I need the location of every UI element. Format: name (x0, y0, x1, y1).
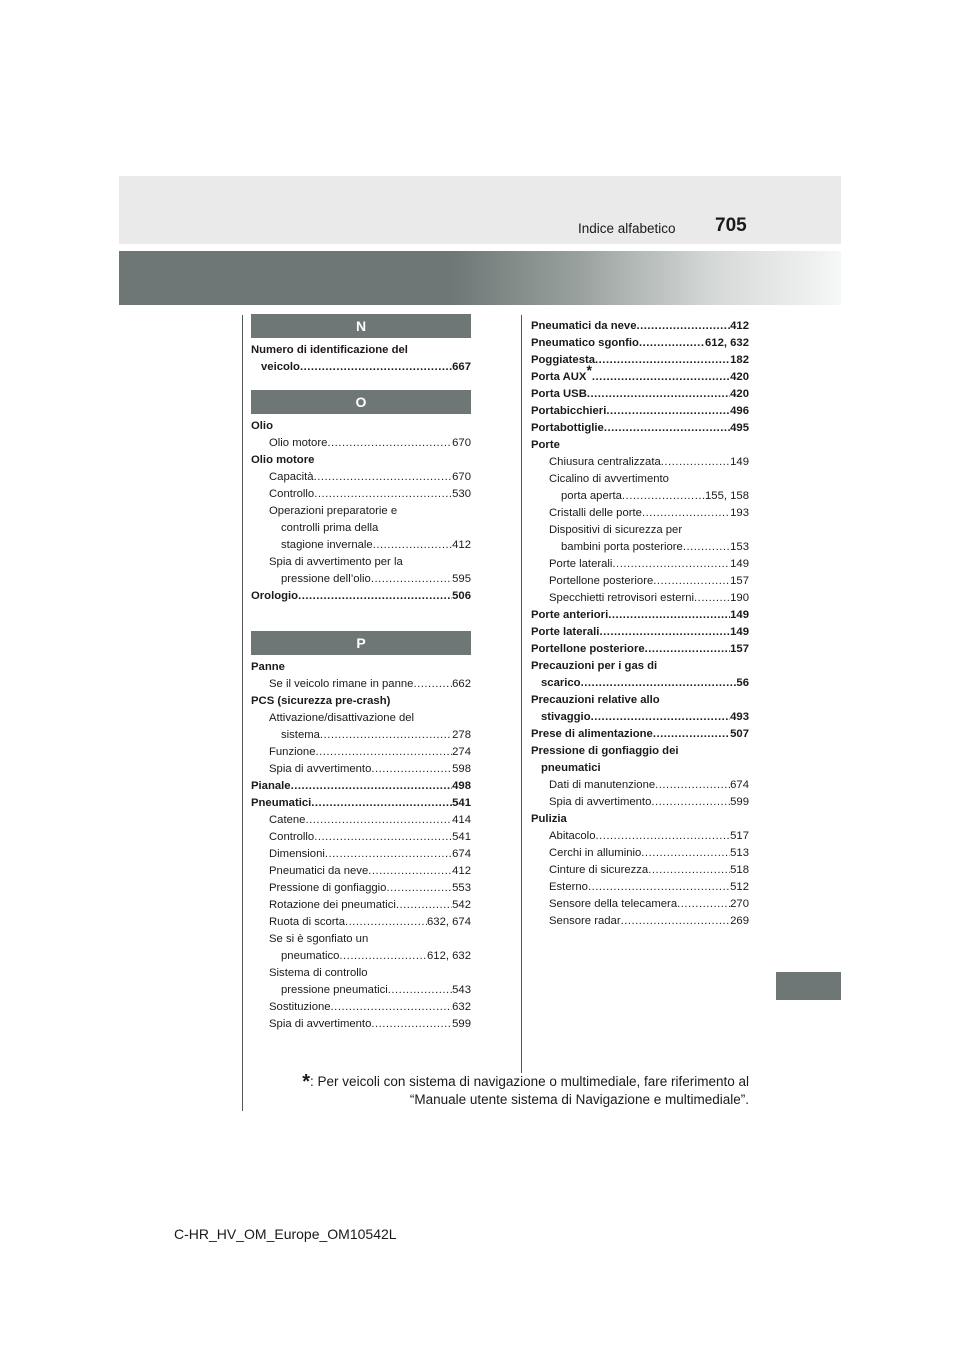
section-header-p: P (251, 631, 471, 655)
footnote (296, 1073, 749, 1109)
index-entry: Olio motore ..... 670 (251, 435, 471, 452)
index-entry: Catene ..... 414 (251, 812, 471, 829)
index-entry: Pneumatici da neve ..... 412 (251, 863, 471, 880)
footnote-line-1: : Per veicoli con sistema di navigazione o multimediale, fare riferimento al (310, 1074, 749, 1089)
section-title: Indice alfabetico (578, 221, 676, 236)
index-entry: Spia di avvertimento per la (269, 556, 403, 568)
index-entry: Poggiatesta ..... 182 (531, 352, 749, 369)
index-entry: pneumatici (541, 762, 601, 774)
index-entry: Cristalli delle porte ..... 193 (531, 505, 749, 522)
footnote-marker: * (586, 362, 592, 379)
index-entry: Controllo ..... 541 (251, 829, 471, 846)
index-entry: Specchietti retrovisori esterni ..... 190 (531, 590, 749, 607)
section-header-o: O (251, 390, 471, 414)
index-entry: pneumatico ..... 612, 632 (251, 948, 471, 965)
index-entry: Numero di identificazione del (251, 344, 408, 356)
index-entry: Capacità ..... 670 (251, 469, 471, 486)
index-entry: Chiusura centralizzata ..... 149 (531, 454, 749, 471)
section-header-n: N (251, 314, 471, 338)
index-entry: stagione invernale ..... 412 (251, 537, 471, 554)
index-entry: Olio (251, 420, 273, 432)
index-entry: Spia di avvertimento ..... 599 (531, 794, 749, 811)
index-column-right (531, 318, 749, 930)
section-side-tab (776, 972, 841, 1000)
index-column-left (251, 314, 471, 1033)
index-entry: Pneumatici ..... 541 (251, 795, 471, 812)
index-entry: Dimensioni ..... 674 (251, 846, 471, 863)
index-entry: Porte (531, 439, 560, 451)
index-entry: Olio motore (251, 454, 315, 466)
index-entry: Controllo ..... 530 (251, 486, 471, 503)
index-entry: Porte anteriori ..... 149 (531, 607, 749, 624)
index-entry: Dati di manutenzione ..... 674 (531, 777, 749, 794)
index-entry: Spia di avvertimento ..... 599 (251, 1016, 471, 1033)
index-entry: Pressione di gonfiaggio dei (531, 745, 679, 757)
index-entry: Porta USB ..... 420 (531, 386, 749, 403)
index-entry: Esterno ..... 512 (531, 879, 749, 896)
index-entry: Portabottiglie ..... 495 (531, 420, 749, 437)
index-entry: controlli prima della (281, 522, 379, 534)
left-divider (242, 315, 243, 1111)
index-entry: Panne (251, 661, 285, 673)
index-entry: Rotazione dei pneumatici ..... 542 (251, 897, 471, 914)
index-entry: Dispositivi di sicurezza per (549, 524, 683, 536)
index-entry: stivaggio ..... 493 (531, 709, 749, 726)
index-entry: PCS (sicurezza pre-crash) (251, 695, 391, 707)
index-entry: Sostituzione ..... 632 (251, 999, 471, 1016)
index-entry: Precauzioni relative allo (531, 694, 660, 706)
index-entry: Attivazione/disattivazione del (269, 712, 415, 724)
index-entry: Sensore della telecamera ..... 270 (531, 896, 749, 913)
index-entry: Cerchi in alluminio ..... 513 (531, 845, 749, 862)
header-band (119, 251, 841, 305)
index-entry: Pulizia (531, 813, 567, 825)
index-entry: Cinture di sicurezza ..... 518 (531, 862, 749, 879)
index-entry: porta aperta ..... 155, 158 (531, 488, 749, 505)
index-entry: Abitacolo ..... 517 (531, 828, 749, 845)
index-entry: Funzione ..... 274 (251, 744, 471, 761)
index-entry: Orologio ..... 506 (251, 588, 471, 605)
index-entry: Pneumatico sgonfio ..... 612, 632 (531, 335, 749, 352)
index-entry: sistema ..... 278 (251, 727, 471, 744)
index-entry: Se il veicolo rimane in panne ..... 662 (251, 676, 471, 693)
footnote-star: * (302, 1071, 311, 1093)
index-entry: Precauzioni per i gas di (531, 660, 658, 672)
index-entry: pressione pneumatici ..... 543 (251, 982, 471, 999)
index-entry: Portellone posteriore ..... 157 (531, 573, 749, 590)
index-entry: Se si è sgonfiato un (269, 933, 369, 945)
index-entry: Pianale ..... 498 (251, 778, 471, 795)
index-entry: Sensore radar ..... 269 (531, 913, 749, 930)
document-code: C-HR_HV_OM_Europe_OM10542L (174, 1226, 397, 1242)
index-entry: pressione dell’olio ..... 595 (251, 571, 471, 588)
index-entry: Prese di alimentazione ..... 507 (531, 726, 749, 743)
footnote-line-2: “Manuale utente sistema di Navigazione e multimediale”. (409, 1092, 749, 1107)
index-entry: veicolo ..... 667 (251, 359, 471, 376)
index-entry: Pressione di gonfiaggio ..... 553 (251, 880, 471, 897)
index-entry: Cicalino di avvertimento (549, 473, 669, 485)
index-entry: bambini porta posteriore ..... 153 (531, 539, 749, 556)
index-entry: Ruota di scorta ..... 632, 674 (251, 914, 471, 931)
index-entry: Spia di avvertimento ..... 598 (251, 761, 471, 778)
index-entry: Sistema di controllo (269, 967, 368, 979)
index-entry: Porte laterali ..... 149 (531, 556, 749, 573)
index-entry: Operazioni preparatorie e (269, 505, 398, 517)
page-number: 705 (715, 215, 747, 236)
index-entry: Portabicchieri ..... 496 (531, 403, 749, 420)
index-entry: Porte laterali ..... 149 (531, 624, 749, 641)
index-entry: scarico ..... 56 (531, 675, 749, 692)
index-entry: Porta AUX* ..... 420 (531, 369, 749, 386)
index-entry: Portellone posteriore ..... 157 (531, 641, 749, 658)
center-divider (521, 315, 522, 1073)
index-entry: Pneumatici da neve ..... 412 (531, 318, 749, 335)
